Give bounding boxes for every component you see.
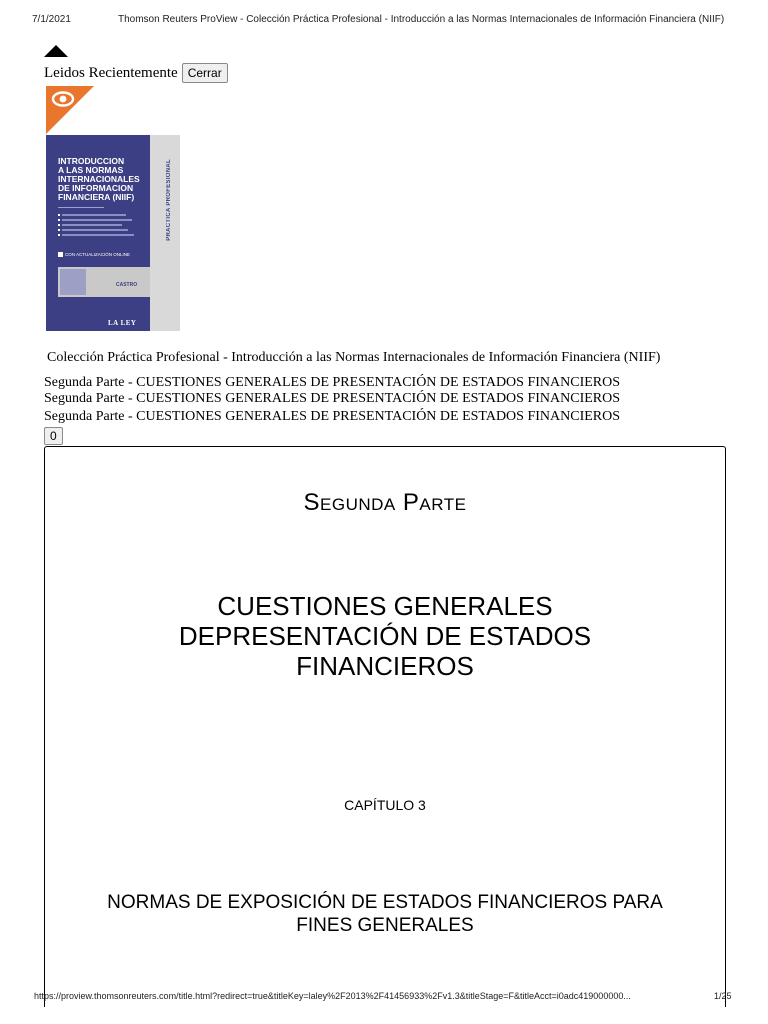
cover-rule — [58, 207, 104, 208]
toc-item[interactable]: Segunda Parte - CUESTIONES GENERALES DE PRESENTACIÓN DE ESTADOS FINANCIEROS — [44, 409, 621, 424]
print-header — [0, 14, 768, 30]
book-cover[interactable] — [46, 135, 180, 331]
print-url: https://proview.thomsonreuters.com/title.html?redirect=true&titleKey=laley%2F2013%2F41456933%2Fv1.3&titleStage=F&titleAcct=i0adc419000000... — [34, 991, 631, 1001]
part-heading: Segunda Parte — [303, 489, 467, 516]
cover-square — [60, 269, 86, 295]
cover-title: INTRODUCCION A LAS NORMAS INTERNACIONALES DE INFORMACION FINANCIERA (NIIF) — [58, 156, 140, 202]
cover-online-badge: CON ACTUALIZACIÓN ONLINE — [58, 252, 148, 257]
document-content — [44, 446, 726, 1007]
book-title: Colección Práctica Profesional - Introducción a las Normas Internacionales de Información Financiera (NIIF) — [47, 350, 661, 365]
chapter-label: CAPÍTULO 3 — [344, 797, 426, 813]
cover-spine — [150, 135, 180, 331]
cover-publisher: LA LEY — [108, 319, 137, 327]
print-page-number: 1/25 — [714, 991, 732, 1001]
print-page-title: Thomson Reuters ProView - Colección Práctica Profesional - Introducción a las Normas Internacionales de Información Financiera (NIIF) — [118, 14, 725, 25]
print-date: 7/1/2021 — [32, 14, 71, 25]
recently-read-label: Leidos Recientemente — [44, 64, 178, 81]
collapse-arrow-icon[interactable] — [44, 45, 68, 57]
toc-item[interactable]: Segunda Parte - CUESTIONES GENERALES DE PRESENTACIÓN DE ESTADOS FINANCIEROS — [44, 375, 621, 390]
print-footer — [0, 991, 768, 1007]
cover-bullet-list — [58, 211, 144, 238]
recently-read-bar — [44, 62, 228, 84]
part-title: CUESTIONES GENERALES DEPRESENTACIÓN DE ESTADOS FINANCIEROS — [178, 591, 592, 681]
cover-author: CASTRO — [116, 282, 138, 288]
cover-spine-text: PRACTICA PROFESIONAL — [166, 159, 172, 241]
counter-button[interactable]: 0 — [44, 427, 63, 445]
close-button[interactable]: Cerrar — [182, 63, 228, 83]
chapter-title: NORMAS DE EXPOSICIÓN DE ESTADOS FINANCIEROS PARA FINES GENERALES — [107, 892, 663, 936]
toc-item[interactable]: Segunda Parte - CUESTIONES GENERALES DE PRESENTACIÓN DE ESTADOS FINANCIEROS — [44, 391, 621, 406]
eye-badge-icon[interactable] — [46, 86, 94, 134]
